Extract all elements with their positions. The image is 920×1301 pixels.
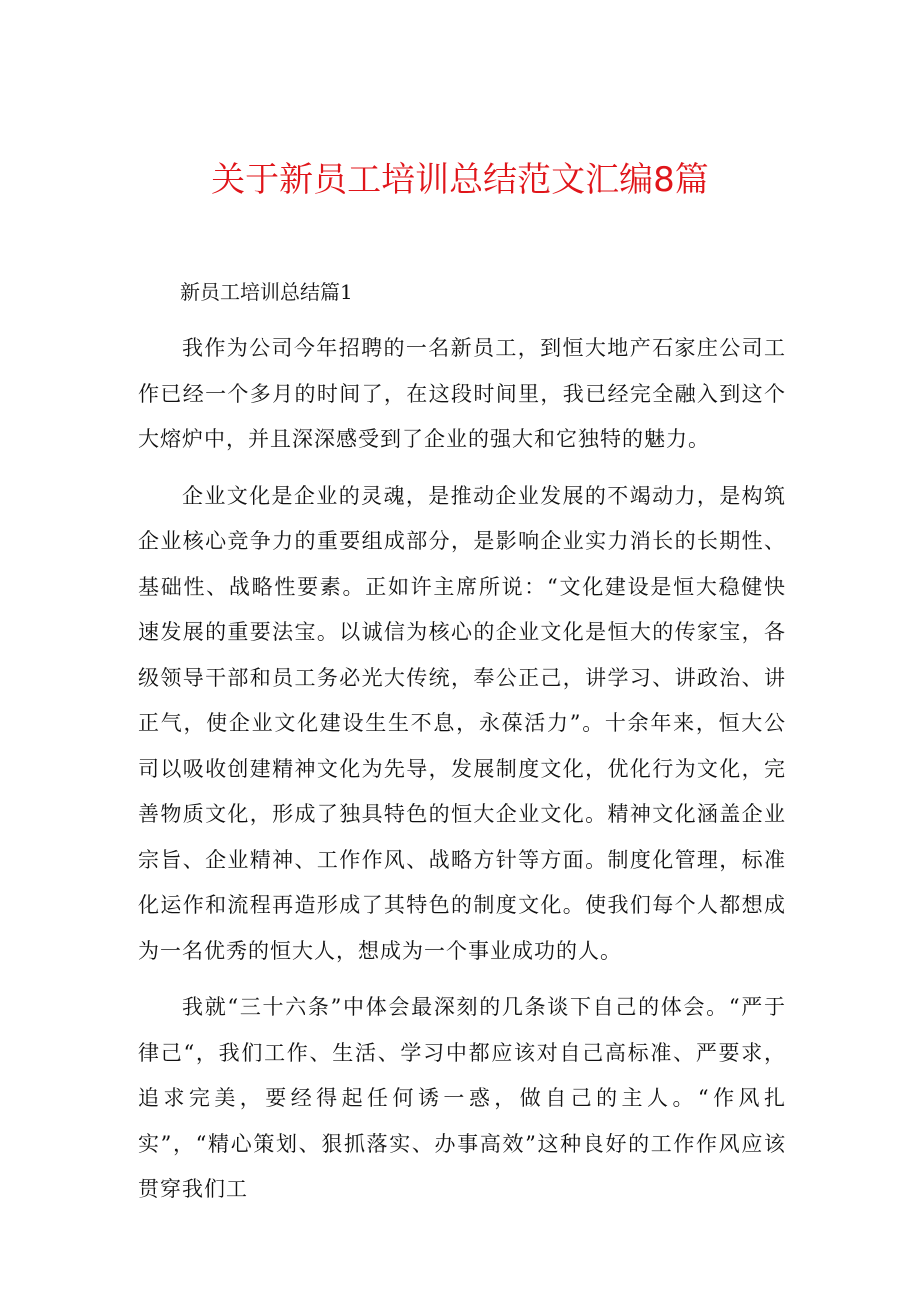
document-body xyxy=(138,270,786,1224)
paragraph-1: 我作为公司今年招聘的一名新员工，到恒大地产石家庄公司工作已经一个多月的时间了，在这段时间里，我已经完全融入到这个大熔炉中，并且深深感受到了企业的强大和它独特的魅力。 xyxy=(138,336,786,451)
paragraph-2: 企业文化是企业的灵魂，是推动企业发展的不竭动力，是构筑企业核心竞争力的重要组成部分，是影响企业实力消长的长期性、基础性、战略性要素。正如许主席所说：“文化建设是恒大稳健快速发展的重要法宝。以诚信为核心的企业文化是恒大的传家宝，各级领导干部和员工务必光大传统，奉公正己，讲学习、讲政治、讲正气，使企业文化建设生生不息，永葆活力”。十余年来，恒大公司以吸收创建精神文化为先导，发展制度文化，优化行为文化，完善物质文化，形成了独具特色的恒大企业文化。精神文化涵盖企业宗旨、企业精神、工作作风、战略方针等方面。制度化管理，标准化运作和流程再造形成了其特色的制度文化。使我们每个人都想成为一名优秀的恒大人，想成为一个事业成功的人。 xyxy=(138,483,786,963)
paragraph-3: 我就“三十六条”中体会最深刻的几条谈下自己的体会。“严于律己“，我们工作、生活、学习中都应该对自己高标准、严要求，追求完美，要经得起任何诱一惑，做自己的主人。“作风扎实”，“精心策划、狠抓落实、办事高效”这种良好的工作作风应该贯穿我们工 xyxy=(138,995,786,1201)
document-title: 关于新员工培训总结范文汇编8篇 xyxy=(211,160,709,200)
section-heading: 新员工培训总结篇1 xyxy=(180,280,353,304)
